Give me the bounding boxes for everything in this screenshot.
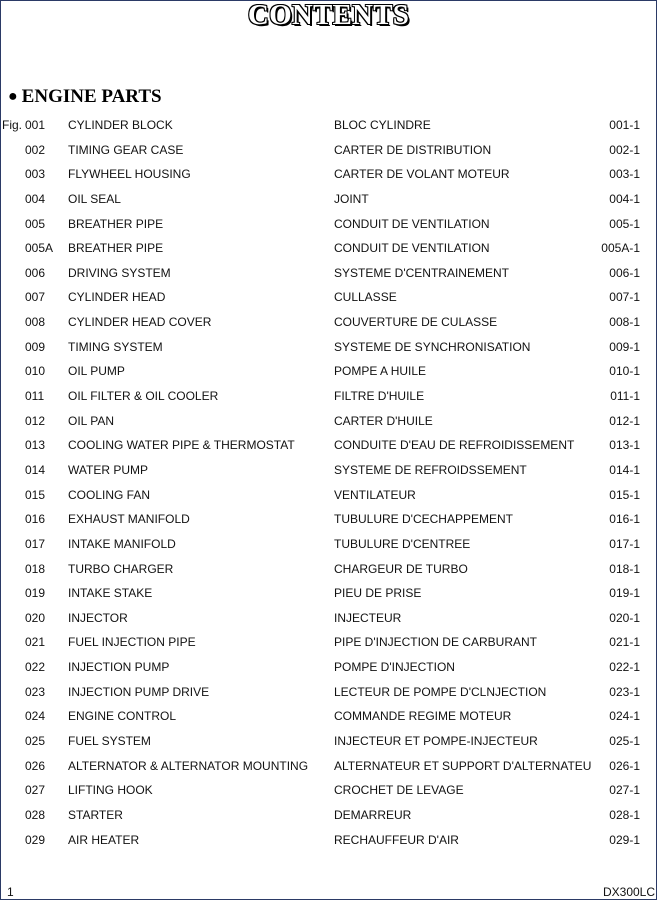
entry-english-title: INTAKE STAKE: [68, 586, 153, 601]
entry-french-title: VENTILATEUR: [334, 487, 416, 502]
entry-french-title: CARTER D'HUILE: [334, 413, 433, 428]
list-item: [0, 488, 657, 513]
list-item: [0, 389, 657, 414]
entry-french-title: DEMARREUR: [334, 807, 412, 822]
entry-page-ref: 004-1: [609, 191, 640, 206]
entry-english-title: STARTER: [68, 807, 123, 822]
entry-french-title: TUBULURE D'CECHAPPEMENT: [334, 512, 513, 527]
entry-fig-number: 008: [25, 315, 46, 330]
section-heading: [8, 86, 162, 108]
entry-french-title: POMPE A HUILE: [334, 364, 427, 379]
entry-page-ref: 007-1: [609, 290, 640, 305]
list-item: [0, 414, 657, 439]
list-item: [0, 808, 657, 833]
entry-english-title: COOLING FAN: [68, 487, 151, 502]
entry-english-title: EXHAUST MANIFOLD: [68, 512, 190, 527]
entry-french-title: CARTER DE DISTRIBUTION: [334, 142, 492, 157]
entry-page-ref: 020-1: [609, 610, 640, 625]
entry-page-ref: 017-1: [609, 536, 640, 551]
entry-fig-number: 029: [25, 832, 46, 847]
entry-english-title: COOLING WATER PIPE & THERMOSTAT: [68, 438, 295, 453]
entry-english-title: OIL SEAL: [68, 191, 121, 206]
entry-english-title: OIL PAN: [68, 413, 115, 428]
list-item: [0, 192, 657, 217]
entry-page-ref: 009-1: [609, 339, 640, 354]
entry-page-ref: 029-1: [609, 832, 640, 847]
list-item: [0, 611, 657, 636]
entry-french-title: CONDUIT DE VENTILATION: [334, 216, 490, 231]
entry-fig-number: 007: [25, 290, 46, 305]
entry-page-ref: 002-1: [609, 142, 640, 157]
entry-page-ref: 024-1: [609, 709, 640, 724]
entry-french-title: CULLASSE: [334, 290, 397, 305]
entry-english-title: INJECTION PUMP: [68, 660, 170, 675]
entry-french-title: RECHAUFFEUR D'AIR: [334, 832, 459, 847]
entry-french-title: SYSTEME DE SYNCHRONISATION: [334, 339, 531, 354]
list-item: [0, 290, 657, 315]
entry-french-title: COMMANDE REGIME MOTEUR: [334, 709, 512, 724]
entry-english-title: BREATHER PIPE: [68, 216, 164, 231]
list-item: [0, 833, 657, 858]
entry-page-ref: 016-1: [609, 512, 640, 527]
entry-english-title: OIL PUMP: [68, 364, 125, 379]
entry-fig-number: 016: [25, 512, 46, 527]
entry-fig-number: 001: [25, 118, 46, 132]
entry-page-ref: 001-1: [609, 118, 640, 132]
entry-fig-number: 014: [25, 462, 46, 477]
entry-french-title: CROCHET DE LEVAGE: [334, 783, 464, 798]
list-item: [0, 217, 657, 242]
entry-page-ref: 023-1: [609, 684, 640, 699]
list-item: [0, 783, 657, 808]
entry-fig-number: 022: [25, 660, 46, 675]
entry-fig-number: 017: [25, 536, 46, 551]
list-item: [0, 512, 657, 537]
footer-page-number: 1: [7, 885, 14, 899]
entry-english-title: FLYWHEEL HOUSING: [68, 167, 191, 182]
fig-label: Fig.: [2, 118, 23, 132]
entry-page-ref: 014-1: [609, 462, 640, 477]
entry-french-title: JOINT: [334, 191, 369, 206]
entry-french-title: INJECTEUR ET POMPE-INJECTEUR: [334, 734, 538, 749]
list-item: [0, 734, 657, 759]
entry-page-ref: 005A-1: [601, 241, 640, 256]
entry-english-title: BREATHER PIPE: [68, 241, 164, 256]
entry-english-title: OIL FILTER & OIL COOLER: [68, 389, 219, 404]
entry-french-title: ALTERNATEUR ET SUPPORT D'ALTERNATEU: [334, 758, 592, 773]
entry-french-title: POMPE D'INJECTION: [334, 660, 455, 675]
entry-fig-number: 002: [25, 142, 46, 157]
entry-french-title: PIEU DE PRISE: [334, 586, 422, 601]
entry-english-title: ALTERNATOR & ALTERNATOR MOUNTING: [68, 758, 309, 773]
entry-fig-number: 015: [25, 487, 46, 502]
entry-page-ref: 021-1: [609, 635, 640, 650]
entry-english-title: CYLINDER HEAD: [68, 290, 166, 305]
list-item: [0, 340, 657, 365]
list-item: [0, 709, 657, 734]
entry-english-title: INJECTOR: [68, 610, 128, 625]
entry-page-ref: 028-1: [609, 807, 640, 822]
entry-fig-number: 028: [25, 807, 46, 822]
entry-fig-number: 024: [25, 709, 46, 724]
entry-fig-number: 006: [25, 265, 46, 280]
entry-english-title: LIFTING HOOK: [68, 783, 153, 798]
entry-french-title: INJECTEUR: [334, 610, 402, 625]
entry-english-title: INJECTION PUMP DRIVE: [68, 684, 210, 699]
entry-english-title: TIMING GEAR CASE: [68, 142, 184, 157]
entry-page-ref: 008-1: [609, 315, 640, 330]
list-item: [0, 364, 657, 389]
list-item: [0, 438, 657, 463]
entry-page-ref: 011-1: [610, 389, 640, 404]
entry-french-title: PIPE D'INJECTION DE CARBURANT: [334, 635, 537, 650]
list-item: [0, 118, 657, 143]
entry-page-ref: 022-1: [609, 660, 640, 675]
entry-french-title: FILTRE D'HUILE: [334, 389, 425, 404]
entry-fig-number: 004: [25, 191, 46, 206]
entry-page-ref: 015-1: [609, 487, 640, 502]
page-title: CONTENTS: [247, 0, 410, 31]
entry-page-ref: 012-1: [609, 413, 640, 428]
list-item: [0, 315, 657, 340]
entry-fig-number: 021: [25, 635, 46, 650]
entry-french-title: LECTEUR DE POMPE D'CLNJECTION: [334, 684, 547, 699]
entry-page-ref: 025-1: [609, 734, 640, 749]
entry-fig-number: 013: [25, 438, 46, 453]
entry-french-title: TUBULURE D'CENTREE: [334, 536, 471, 551]
entry-page-ref: 013-1: [609, 438, 640, 453]
entry-french-title: CARTER DE VOLANT MOTEUR: [334, 167, 510, 182]
list-item: [0, 241, 657, 266]
entry-fig-number: 005: [25, 216, 46, 231]
entry-fig-number: 003: [25, 167, 46, 182]
contents-list: [0, 118, 657, 857]
entry-english-title: INTAKE MANIFOLD: [68, 536, 176, 551]
entry-fig-number: 005A: [25, 241, 54, 256]
entry-page-ref: 003-1: [609, 167, 640, 182]
entry-english-title: TIMING SYSTEM: [68, 339, 163, 354]
entry-french-title: CONDUIT DE VENTILATION: [334, 241, 490, 256]
entry-english-title: WATER PUMP: [68, 462, 148, 477]
entry-fig-number: 019: [25, 586, 46, 601]
entry-fig-number: 025: [25, 734, 46, 749]
entry-page-ref: 006-1: [609, 265, 640, 280]
entry-fig-number: 027: [25, 783, 46, 798]
entry-english-title: FUEL SYSTEM: [68, 734, 151, 749]
entry-english-title: CYLINDER BLOCK: [68, 118, 173, 132]
bullet-icon: ●: [8, 88, 18, 105]
list-item: [0, 635, 657, 660]
entry-english-title: AIR HEATER: [68, 832, 140, 847]
entry-english-title: TURBO CHARGER: [68, 561, 174, 576]
list-item: [0, 167, 657, 192]
list-item: [0, 143, 657, 168]
entry-french-title: COUVERTURE DE CULASSE: [334, 315, 498, 330]
entry-fig-number: 010: [25, 364, 46, 379]
list-item: [0, 586, 657, 611]
entry-page-ref: 027-1: [609, 783, 640, 798]
entry-french-title: CONDUITE D'EAU DE REFROIDISSEMENT: [334, 438, 575, 453]
entry-page-ref: 026-1: [609, 758, 640, 773]
entry-french-title: CHARGEUR DE TURBO: [334, 561, 468, 576]
entry-fig-number: 023: [25, 684, 46, 699]
entry-fig-number: 012: [25, 413, 46, 428]
list-item: [0, 660, 657, 685]
entry-english-title: FUEL INJECTION PIPE: [68, 635, 196, 650]
entry-fig-number: 011: [25, 389, 45, 404]
entry-page-ref: 005-1: [609, 216, 640, 231]
list-item: [0, 537, 657, 562]
entry-fig-number: 018: [25, 561, 46, 576]
entry-page-ref: 010-1: [609, 364, 640, 379]
entry-page-ref: 018-1: [609, 561, 640, 576]
entry-english-title: ENGINE CONTROL: [68, 709, 177, 724]
entry-english-title: CYLINDER HEAD COVER: [68, 315, 212, 330]
entry-page-ref: 019-1: [609, 586, 640, 601]
list-item: [0, 685, 657, 710]
footer-model: DX300LC: [602, 885, 655, 899]
section-heading-label: ENGINE PARTS: [21, 86, 162, 107]
list-item: [0, 562, 657, 587]
list-item: [0, 266, 657, 291]
entry-english-title: DRIVING SYSTEM: [68, 265, 171, 280]
entry-fig-number: 026: [25, 758, 46, 773]
entry-fig-number: 009: [25, 339, 46, 354]
entry-french-title: BLOC CYLINDRE: [334, 118, 431, 132]
entry-fig-number: 020: [25, 610, 46, 625]
entry-french-title: SYSTEME D'CENTRAINEMENT: [334, 265, 509, 280]
entry-french-title: SYSTEME DE REFROIDSSEMENT: [334, 462, 527, 477]
list-item: [0, 759, 657, 784]
list-item: [0, 463, 657, 488]
